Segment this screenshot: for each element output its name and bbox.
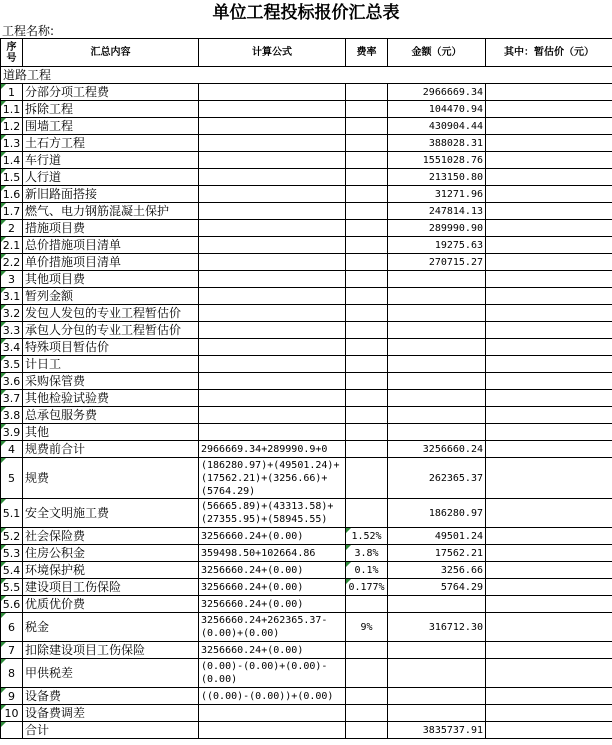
cell-marker-icon — [1, 169, 6, 174]
cell-marker-icon — [1, 596, 6, 601]
row-amount: 5764.29 — [388, 579, 486, 596]
row-amount — [388, 305, 486, 322]
row-name: 新旧路面搭接 — [23, 186, 199, 203]
row-rate — [346, 705, 388, 722]
row-name: 单价措施项目清单 — [23, 254, 199, 271]
row-estimate — [486, 220, 612, 237]
row-rate — [346, 441, 388, 458]
row-name: 其他项目费 — [23, 271, 199, 288]
row-estimate — [486, 528, 612, 545]
row-name: 拆除工程 — [23, 101, 199, 118]
row-seq: 1.3 — [1, 135, 23, 152]
cell-marker-icon — [1, 118, 6, 123]
row-formula: 359498.50+102664.86 — [199, 545, 346, 562]
row-estimate — [486, 545, 612, 562]
row-name: 设备费调差 — [23, 705, 199, 722]
cell-marker-icon — [1, 84, 6, 89]
row-name: 环境保护税 — [23, 562, 199, 579]
row-estimate — [486, 186, 612, 203]
row-seq: 4 — [1, 441, 23, 458]
row-estimate — [486, 237, 612, 254]
row-rate: 0.1% — [346, 562, 388, 579]
row-estimate — [486, 118, 612, 135]
row-name: 围墙工程 — [23, 118, 199, 135]
row-seq: 1.4 — [1, 152, 23, 169]
cell-marker-icon — [1, 390, 6, 395]
table-row — [1, 135, 612, 152]
row-seq: 7 — [1, 642, 23, 659]
row-estimate — [486, 373, 612, 390]
row-seq: 5.2 — [1, 528, 23, 545]
row-name: 特殊项目暂估价 — [23, 339, 199, 356]
row-seq: 3 — [1, 271, 23, 288]
table-row — [1, 722, 612, 739]
row-amount: 3256660.24 — [388, 441, 486, 458]
row-estimate — [486, 596, 612, 613]
cell-marker-icon — [1, 441, 6, 446]
row-rate — [346, 220, 388, 237]
row-name: 分部分项工程费 — [23, 84, 199, 101]
row-estimate — [486, 722, 612, 739]
row-formula — [199, 118, 346, 135]
row-formula — [199, 390, 346, 407]
row-seq: 3.7 — [1, 390, 23, 407]
row-seq: 3.6 — [1, 373, 23, 390]
table-row — [1, 339, 612, 356]
table-row — [1, 596, 612, 613]
row-seq: 3.9 — [1, 424, 23, 441]
cell-marker-icon — [1, 722, 6, 727]
row-amount: 247814.13 — [388, 203, 486, 220]
table-row — [1, 659, 612, 688]
cell-marker-icon — [1, 528, 6, 533]
row-estimate — [486, 254, 612, 271]
row-formula — [199, 722, 346, 739]
row-seq: 1.7 — [1, 203, 23, 220]
section-row — [1, 67, 612, 84]
row-formula — [199, 135, 346, 152]
row-estimate — [486, 562, 612, 579]
row-amount: 213150.80 — [388, 169, 486, 186]
table-row — [1, 528, 612, 545]
row-estimate — [486, 271, 612, 288]
row-formula: (56665.89)+(43313.58)+(27355.95)+(58945.55) — [199, 499, 346, 528]
row-name: 车行道 — [23, 152, 199, 169]
row-rate — [346, 135, 388, 152]
row-estimate — [486, 169, 612, 186]
row-formula — [199, 705, 346, 722]
row-amount — [388, 356, 486, 373]
cell-marker-icon — [1, 254, 6, 259]
table-row — [1, 579, 612, 596]
table-row — [1, 499, 612, 528]
row-estimate — [486, 356, 612, 373]
row-name: 采购保管费 — [23, 373, 199, 390]
header-name: 汇总内容 — [23, 39, 199, 67]
table-row — [1, 203, 612, 220]
row-estimate — [486, 407, 612, 424]
row-name: 燃气、电力钢筋混凝土保护 — [23, 203, 199, 220]
row-estimate — [486, 390, 612, 407]
table-row — [1, 424, 612, 441]
table-row — [1, 688, 612, 705]
cell-marker-icon — [1, 373, 6, 378]
row-seq: 5.1 — [1, 499, 23, 528]
table-row — [1, 84, 612, 101]
row-rate — [346, 356, 388, 373]
row-rate: 9% — [346, 613, 388, 642]
row-seq: 3.1 — [1, 288, 23, 305]
row-amount — [388, 322, 486, 339]
row-formula — [199, 203, 346, 220]
row-estimate — [486, 203, 612, 220]
row-rate — [346, 596, 388, 613]
row-name: 合计 — [23, 722, 199, 739]
row-formula — [199, 237, 346, 254]
table-row — [1, 407, 612, 424]
row-seq: 3.3 — [1, 322, 23, 339]
row-amount: 2966669.34 — [388, 84, 486, 101]
table-row — [1, 169, 612, 186]
row-estimate — [486, 613, 612, 642]
cell-marker-icon — [1, 659, 6, 664]
row-formula: (0.00)-(0.00)+(0.00)-(0.00) — [199, 659, 346, 688]
row-amount: 289990.90 — [388, 220, 486, 237]
row-seq: 10 — [1, 705, 23, 722]
row-amount: 104470.94 — [388, 101, 486, 118]
row-seq: 5.3 — [1, 545, 23, 562]
row-formula: ((0.00)-(0.00))+(0.00) — [199, 688, 346, 705]
row-name: 计日工 — [23, 356, 199, 373]
row-name: 住房公积金 — [23, 545, 199, 562]
row-amount: 186280.97 — [388, 499, 486, 528]
row-rate: 1.52% — [346, 528, 388, 545]
row-amount: 430904.44 — [388, 118, 486, 135]
row-seq: 2.2 — [1, 254, 23, 271]
row-rate — [346, 322, 388, 339]
table-row — [1, 356, 612, 373]
row-amount: 49501.24 — [388, 528, 486, 545]
row-estimate — [486, 101, 612, 118]
table-row — [1, 642, 612, 659]
header-amount: 金额（元） — [388, 39, 486, 67]
row-estimate — [486, 499, 612, 528]
row-name: 扣除建设项目工伤保险 — [23, 642, 199, 659]
row-name: 优质优价费 — [23, 596, 199, 613]
row-name: 土石方工程 — [23, 135, 199, 152]
row-rate — [346, 271, 388, 288]
row-formula: 3256660.24+(0.00) — [199, 579, 346, 596]
table-row — [1, 101, 612, 118]
row-estimate — [486, 84, 612, 101]
row-name: 甲供税差 — [23, 659, 199, 688]
table-row — [1, 613, 612, 642]
row-name: 其他检验试验费 — [23, 390, 199, 407]
row-seq: 3.4 — [1, 339, 23, 356]
row-amount — [388, 271, 486, 288]
row-formula: 3256660.24+(0.00) — [199, 642, 346, 659]
row-formula — [199, 305, 346, 322]
row-amount — [388, 596, 486, 613]
row-amount — [388, 339, 486, 356]
row-estimate — [486, 152, 612, 169]
row-amount — [388, 642, 486, 659]
row-rate — [346, 237, 388, 254]
row-formula — [199, 152, 346, 169]
row-formula — [199, 186, 346, 203]
table-row — [1, 271, 612, 288]
row-amount — [388, 705, 486, 722]
row-seq: 8 — [1, 659, 23, 688]
table-row — [1, 237, 612, 254]
row-name: 措施项目费 — [23, 220, 199, 237]
cell-marker-icon — [1, 237, 6, 242]
table-row — [1, 305, 612, 322]
row-seq: 5.5 — [1, 579, 23, 596]
row-seq — [1, 722, 23, 739]
table-row — [1, 545, 612, 562]
row-estimate — [486, 424, 612, 441]
row-formula — [199, 220, 346, 237]
row-estimate — [486, 688, 612, 705]
row-estimate — [486, 135, 612, 152]
cell-marker-icon — [1, 688, 6, 693]
row-seq: 3.8 — [1, 407, 23, 424]
cell-marker-icon — [1, 271, 6, 276]
cell-marker-icon — [1, 424, 6, 429]
row-seq: 5.6 — [1, 596, 23, 613]
row-formula — [199, 424, 346, 441]
row-name: 总承包服务费 — [23, 407, 199, 424]
row-amount — [388, 424, 486, 441]
table-row — [1, 562, 612, 579]
row-rate — [346, 254, 388, 271]
row-formula: (186280.97)+(49501.24)+(17562.21)+(3256.66)+(5764.29) — [199, 458, 346, 499]
table-row — [1, 220, 612, 237]
cell-marker-icon — [1, 356, 6, 361]
cell-marker-icon — [1, 339, 6, 344]
row-rate — [346, 203, 388, 220]
row-amount: 31271.96 — [388, 186, 486, 203]
row-rate — [346, 84, 388, 101]
row-estimate — [486, 441, 612, 458]
row-formula: 2966669.34+289990.9+0 — [199, 441, 346, 458]
table-row — [1, 441, 612, 458]
row-seq: 1.6 — [1, 186, 23, 203]
cell-marker-icon — [1, 322, 6, 327]
table-row — [1, 705, 612, 722]
row-estimate — [486, 659, 612, 688]
row-name: 人行道 — [23, 169, 199, 186]
row-rate — [346, 722, 388, 739]
cell-marker-icon — [346, 528, 351, 533]
header-rate: 费率 — [346, 39, 388, 67]
header-row — [1, 39, 612, 67]
cell-marker-icon — [1, 562, 6, 567]
row-seq: 1.2 — [1, 118, 23, 135]
row-seq: 1.5 — [1, 169, 23, 186]
row-rate — [346, 373, 388, 390]
row-formula — [199, 356, 346, 373]
cell-marker-icon — [1, 186, 6, 191]
cell-marker-icon — [1, 499, 6, 504]
row-rate — [346, 118, 388, 135]
row-estimate — [486, 458, 612, 499]
row-rate — [346, 288, 388, 305]
row-rate — [346, 642, 388, 659]
row-seq: 6 — [1, 613, 23, 642]
row-rate: 0.177% — [346, 579, 388, 596]
row-formula — [199, 169, 346, 186]
row-estimate — [486, 642, 612, 659]
cell-marker-icon — [1, 545, 6, 550]
table-row — [1, 186, 612, 203]
row-estimate — [486, 579, 612, 596]
cell-marker-icon — [1, 407, 6, 412]
cell-marker-icon — [346, 562, 351, 567]
row-amount: 270715.27 — [388, 254, 486, 271]
row-formula — [199, 407, 346, 424]
cell-marker-icon — [1, 642, 6, 647]
row-name: 设备费 — [23, 688, 199, 705]
row-formula: 3256660.24+(0.00) — [199, 596, 346, 613]
cell-marker-icon — [1, 579, 6, 584]
row-name: 规费 — [23, 458, 199, 499]
row-name: 其他 — [23, 424, 199, 441]
cell-marker-icon — [1, 458, 6, 463]
row-amount — [388, 390, 486, 407]
row-seq: 2.1 — [1, 237, 23, 254]
row-amount: 3256.66 — [388, 562, 486, 579]
row-formula — [199, 322, 346, 339]
row-name: 建设项目工伤保险 — [23, 579, 199, 596]
row-seq: 1.1 — [1, 101, 23, 118]
header-formula: 计算公式 — [199, 39, 346, 67]
row-rate — [346, 305, 388, 322]
row-estimate — [486, 305, 612, 322]
row-rate — [346, 152, 388, 169]
cell-marker-icon — [1, 203, 6, 208]
section-label: 道路工程 — [1, 67, 612, 84]
row-name: 承包人分包的专业工程暂估价 — [23, 322, 199, 339]
row-estimate — [486, 288, 612, 305]
table-row — [1, 373, 612, 390]
row-formula — [199, 373, 346, 390]
row-name: 暂列金额 — [23, 288, 199, 305]
cell-marker-icon — [1, 288, 6, 293]
row-amount — [388, 688, 486, 705]
row-formula — [199, 288, 346, 305]
cell-marker-icon — [1, 152, 6, 157]
row-amount: 3835737.91 — [388, 722, 486, 739]
row-rate — [346, 458, 388, 499]
table-row — [1, 254, 612, 271]
cell-marker-icon — [1, 705, 6, 710]
cell-marker-icon — [346, 545, 351, 550]
row-rate — [346, 659, 388, 688]
row-name: 发包人发包的专业工程暂估价 — [23, 305, 199, 322]
cell-marker-icon — [1, 101, 6, 106]
row-name: 规费前合计 — [23, 441, 199, 458]
row-formula: 3256660.24+(0.00) — [199, 528, 346, 545]
row-rate — [346, 339, 388, 356]
table-row — [1, 152, 612, 169]
row-rate — [346, 688, 388, 705]
row-amount — [388, 659, 486, 688]
row-amount: 19275.63 — [388, 237, 486, 254]
row-amount: 17562.21 — [388, 545, 486, 562]
row-estimate — [486, 322, 612, 339]
row-rate: 3.8% — [346, 545, 388, 562]
row-rate — [346, 424, 388, 441]
header-estimate: 其中：暂估价（元） — [486, 39, 612, 67]
row-rate — [346, 101, 388, 118]
row-formula: 3256660.24+(0.00) — [199, 562, 346, 579]
project-name-label: 工程名称: — [2, 24, 55, 38]
row-rate — [346, 390, 388, 407]
row-seq: 1 — [1, 84, 23, 101]
row-seq: 3.2 — [1, 305, 23, 322]
row-formula — [199, 254, 346, 271]
row-formula — [199, 339, 346, 356]
row-formula — [199, 101, 346, 118]
row-name: 税金 — [23, 613, 199, 642]
cell-marker-icon — [1, 220, 6, 225]
row-name: 社会保险费 — [23, 528, 199, 545]
row-seq: 5.4 — [1, 562, 23, 579]
row-amount — [388, 288, 486, 305]
row-rate — [346, 407, 388, 424]
row-name: 总价措施项目清单 — [23, 237, 199, 254]
cell-marker-icon — [346, 579, 351, 584]
row-rate — [346, 186, 388, 203]
row-amount: 316712.30 — [388, 613, 486, 642]
row-amount: 388028.31 — [388, 135, 486, 152]
row-amount — [388, 407, 486, 424]
row-estimate — [486, 705, 612, 722]
cell-marker-icon — [1, 305, 6, 310]
row-estimate — [486, 339, 612, 356]
row-name: 安全文明施工费 — [23, 499, 199, 528]
row-amount — [388, 373, 486, 390]
cell-marker-icon — [1, 135, 6, 140]
summary-table — [0, 38, 612, 739]
row-seq: 5 — [1, 458, 23, 499]
row-seq: 3.5 — [1, 356, 23, 373]
row-formula — [199, 271, 346, 288]
cell-marker-icon — [1, 613, 6, 618]
report-title: 单位工程投标报价汇总表 — [212, 3, 400, 23]
row-amount: 1551028.76 — [388, 152, 486, 169]
row-rate — [346, 499, 388, 528]
row-seq: 2 — [1, 220, 23, 237]
table-row — [1, 458, 612, 499]
row-amount: 262365.37 — [388, 458, 486, 499]
row-seq: 9 — [1, 688, 23, 705]
table-row — [1, 390, 612, 407]
row-formula — [199, 84, 346, 101]
header-seq: 序 号 — [1, 39, 23, 67]
table-row — [1, 322, 612, 339]
row-rate — [346, 169, 388, 186]
row-formula: 3256660.24+262365.37-(0.00)+(0.00) — [199, 613, 346, 642]
table-row — [1, 288, 612, 305]
table-row — [1, 118, 612, 135]
